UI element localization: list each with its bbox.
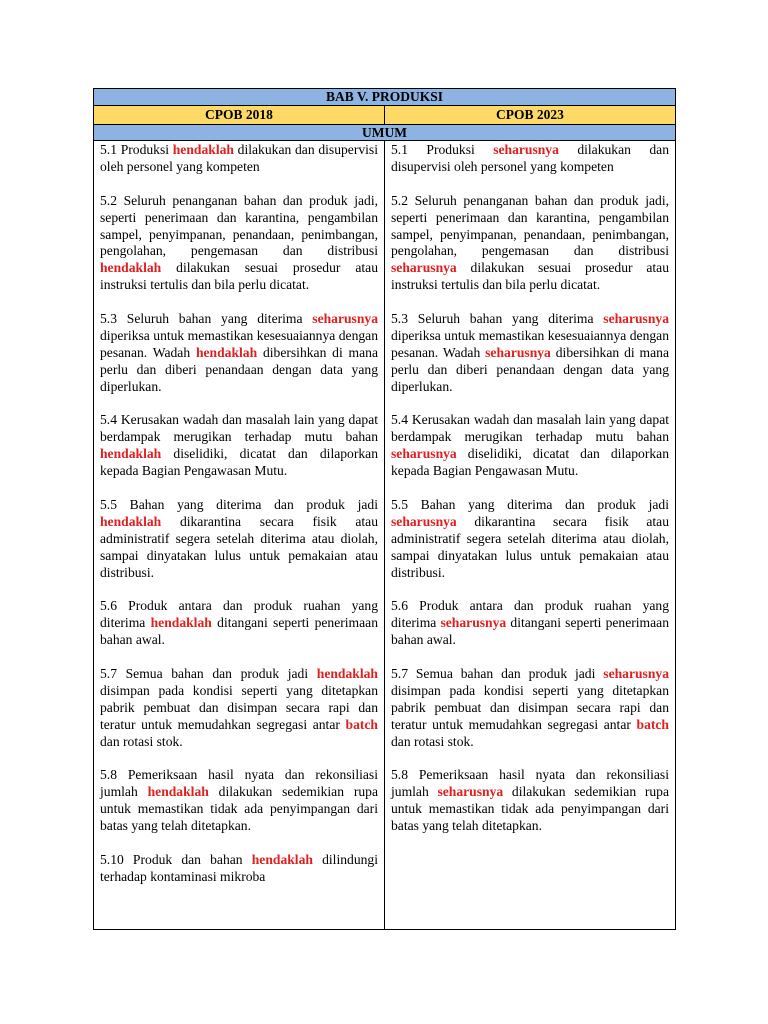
table-title-row bbox=[94, 89, 676, 106]
paragraph bbox=[100, 497, 378, 582]
paragraph bbox=[391, 142, 669, 176]
keyword-highlight: seharusnya bbox=[603, 666, 669, 681]
paragraph-text: diperiksa untuk memastikan kesesuaiannya dengan pesanan. Wadah bbox=[391, 327, 669, 360]
paragraph-text: dilakukan sesuai prosedur atau instruksi tertulis dan bila perlu dicatat. bbox=[391, 260, 669, 293]
column-header-cpob-2023: CPOB 2023 bbox=[385, 106, 676, 125]
cpob-2018-cell bbox=[94, 141, 385, 930]
paragraph bbox=[391, 412, 669, 480]
paragraph-text: ditangani seperti penerimaan bahan awal. bbox=[100, 615, 378, 648]
keyword-highlight: seharusnya bbox=[312, 311, 378, 327]
paragraph-text: 5.5 Bahan yang diterima dan produk jadi bbox=[391, 496, 669, 512]
paragraph-text: 5.2 Seluruh penanganan bahan dan produk jadi, seperti penerimaan dan karantina, pengambilan sampel, penyimpanan, penandaan, penimbangan, pengolahan, pengemasan dan distribusi bbox=[100, 192, 378, 259]
paragraph-text: dibersihkan di mana perlu dan diberi penandaan dengan data yang diperlukan. bbox=[391, 344, 669, 394]
chapter-title: BAB V. PRODUKSI bbox=[94, 89, 676, 106]
paragraph-text: diselidiki, dicatat dan dilaporkan kepada Bagian Pengawasan Mutu. bbox=[391, 446, 669, 479]
paragraph-text: 5.7 Semua bahan dan produk jadi bbox=[100, 666, 317, 681]
keyword-highlight: seharusnya bbox=[485, 344, 551, 360]
paragraph-text: 5.10 Produk dan bahan bbox=[100, 851, 252, 867]
paragraph bbox=[100, 412, 378, 480]
paragraph-text: 5.3 Seluruh bahan yang diterima bbox=[100, 311, 313, 327]
paragraph-text: dibersihkan di mana perlu dan diberi penandaan dengan data yang diperlukan. bbox=[100, 344, 378, 394]
keyword-highlight: seharusnya bbox=[391, 446, 457, 462]
paragraph-text: 5.2 Seluruh penanganan bahan dan produk jadi, seperti penerimaan dan karantina, pengambilan sampel, penyimpanan, penandaan, penimbangan, pengolahan, pengemasan dan distribusi bbox=[391, 192, 669, 259]
section-title-umum: UMUM bbox=[94, 125, 676, 141]
paragraph-text: 5.3 Seluruh bahan yang diterima bbox=[391, 311, 604, 327]
paragraph-text: 5.6 Produk antara dan produk ruahan yang diterima bbox=[391, 598, 669, 631]
paragraph bbox=[391, 598, 669, 649]
keyword-highlight: hendaklah bbox=[100, 446, 162, 462]
keyword-highlight: hendaklah bbox=[316, 666, 378, 681]
keyword-highlight: hendaklah bbox=[100, 260, 162, 276]
paragraph-text: 5.4 Kerusakan wadah dan masalah lain yang dapat berdampak merugikan terhadap mutu bahan bbox=[391, 412, 669, 445]
paragraph-text: 5.5 Bahan yang diterima dan produk jadi bbox=[100, 496, 378, 512]
keyword-highlight: hendaklah bbox=[150, 615, 212, 631]
paragraph bbox=[100, 666, 378, 751]
paragraph-text: dilakukan dan disupervisi oleh personel yang kompeten bbox=[100, 142, 378, 174]
cpob-2018-text bbox=[94, 141, 384, 886]
paragraph-text: diperiksa untuk memastikan kesesuaiannya dengan pesanan. Wadah bbox=[100, 327, 378, 360]
section-row bbox=[94, 125, 676, 141]
paragraph-text: dilakukan sedemikian rupa untuk memastikan tidak ada penyimpangan dari batas yang telah ditetapkan. bbox=[391, 784, 669, 834]
paragraph-text: diselidiki, dicatat dan dilaporkan kepada Bagian Pengawasan Mutu. bbox=[100, 446, 378, 479]
cpob-2023-text bbox=[385, 141, 675, 835]
comparison-table bbox=[93, 88, 676, 930]
paragraph bbox=[100, 852, 378, 886]
paragraph bbox=[391, 666, 669, 751]
cpob-2023-cell bbox=[385, 141, 676, 930]
paragraph-text: 5.1 Produksi bbox=[391, 142, 494, 157]
paragraph bbox=[391, 767, 669, 835]
paragraph-text: 5.1 Produksi bbox=[100, 142, 173, 157]
paragraph-text: dilindungi terhadap kontaminasi mikroba bbox=[100, 851, 378, 884]
paragraph bbox=[391, 193, 669, 294]
paragraph bbox=[100, 193, 378, 294]
paragraph-text: dikarantina secara fisik atau administratif segera setelah diterima atau diolah, sampai dinyatakan lulus untuk pemakaian atau distribusi. bbox=[391, 513, 669, 580]
paragraph-text: 5.6 Produk antara dan produk ruahan yang diterima bbox=[100, 598, 378, 631]
paragraph bbox=[391, 311, 669, 396]
paragraph bbox=[391, 497, 669, 582]
column-header-row bbox=[94, 106, 676, 125]
paragraph-text: ditangani seperti penerimaan bahan awal. bbox=[391, 615, 669, 648]
paragraph-text: disimpan pada kondisi seperti yang ditetapkan pabrik pembuat dan disimpan secara rapi dan teratur untuk memudahkan segregasi antar bbox=[391, 682, 669, 732]
keyword-highlight: seharusnya bbox=[603, 311, 669, 327]
keyword-highlight: batch bbox=[636, 716, 669, 732]
keyword-highlight: hendaklah bbox=[100, 513, 162, 529]
paragraph-text: dilakukan sesuai prosedur atau instruksi tertulis dan bila perlu dicatat. bbox=[100, 260, 378, 293]
keyword-highlight: hendaklah bbox=[195, 344, 258, 360]
paragraph-text: disimpan pada kondisi seperti yang ditetapkan pabrik pembuat dan disimpan secara rapi dan teratur untuk memudahkan segregasi antar bbox=[100, 682, 378, 732]
keyword-highlight: seharusnya bbox=[391, 260, 457, 276]
keyword-highlight: seharusnya bbox=[437, 784, 504, 800]
paragraph-text: dilakukan sedemikian rupa untuk memastikan tidak ada penyimpangan dari batas yang telah ditetapkan. bbox=[100, 784, 378, 834]
paragraph-text: dan rotasi stok. bbox=[100, 733, 183, 749]
paragraph-text: dilakukan dan disupervisi oleh personel yang kompeten bbox=[391, 142, 669, 174]
paragraph-text: 5.8 Pemeriksaan hasil nyata dan rekonsiliasi jumlah bbox=[100, 767, 378, 800]
paragraph-text: 5.4 Kerusakan wadah dan masalah lain yang dapat berdampak merugikan terhadap mutu bahan bbox=[100, 412, 378, 445]
paragraph bbox=[100, 767, 378, 835]
paragraph-text: 5.8 Pemeriksaan hasil nyata dan rekonsiliasi jumlah bbox=[391, 767, 669, 800]
keyword-highlight: hendaklah bbox=[147, 784, 209, 800]
paragraph-text: 5.7 Semua bahan dan produk jadi bbox=[391, 666, 604, 681]
keyword-highlight: seharusnya bbox=[391, 513, 457, 529]
paragraph bbox=[100, 311, 378, 396]
paragraph bbox=[100, 142, 378, 176]
keyword-highlight: seharusnya bbox=[493, 142, 559, 157]
keyword-highlight: seharusnya bbox=[440, 615, 507, 631]
keyword-highlight: hendaklah bbox=[251, 851, 313, 867]
paragraph-text: dikarantina secara fisik atau administratif segera setelah diterima atau diolah, sampai dinyatakan lulus untuk pemakaian atau distribusi. bbox=[100, 513, 378, 580]
keyword-highlight: batch bbox=[345, 716, 378, 732]
content-row bbox=[94, 141, 676, 930]
paragraph-text: dan rotasi stok. bbox=[391, 733, 474, 749]
keyword-highlight: hendaklah bbox=[172, 142, 234, 157]
paragraph bbox=[100, 598, 378, 649]
column-header-cpob-2018: CPOB 2018 bbox=[94, 106, 385, 125]
